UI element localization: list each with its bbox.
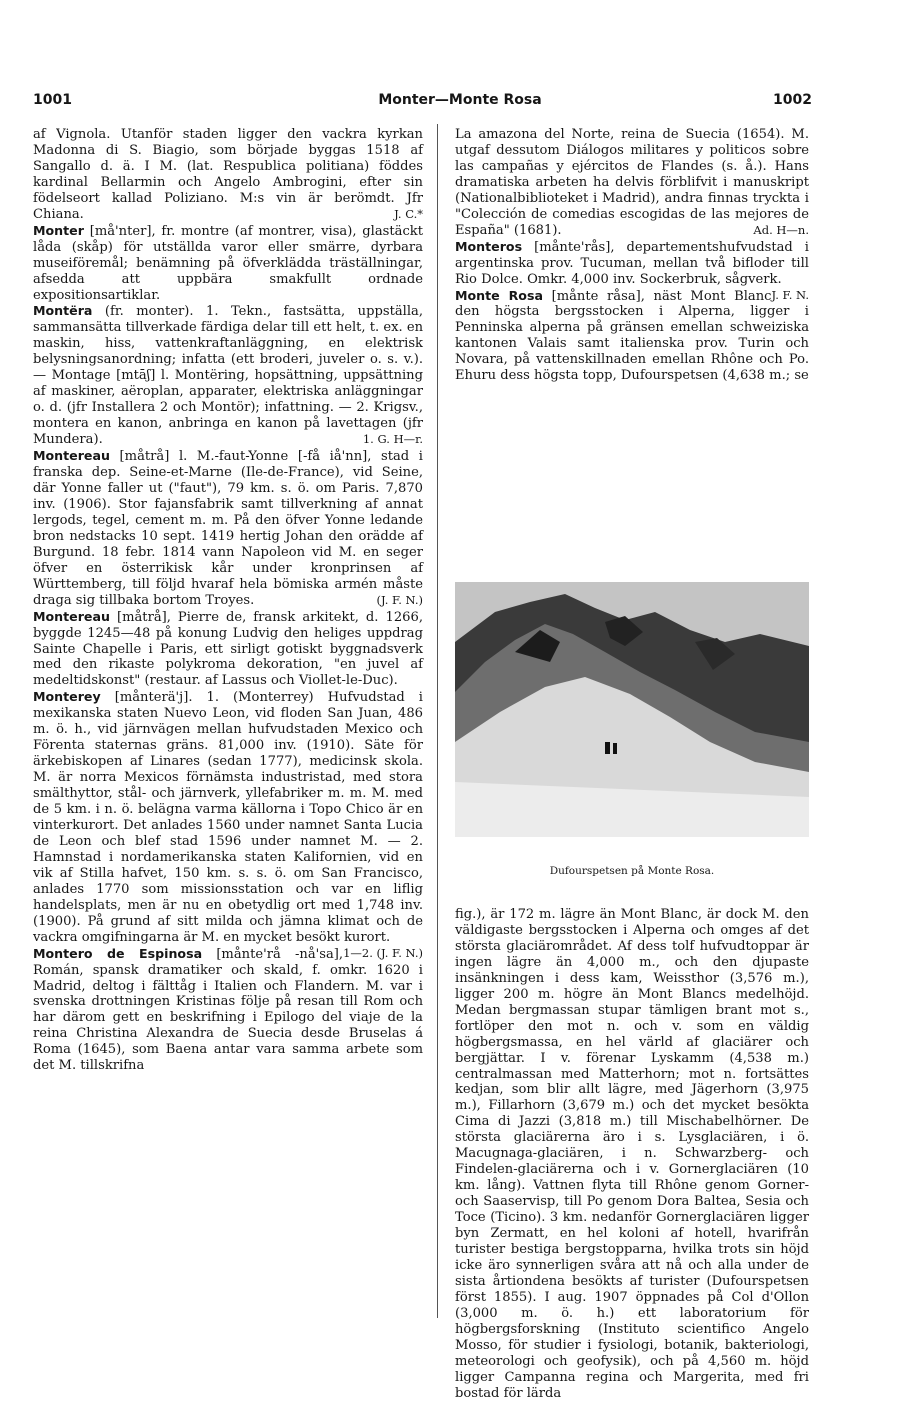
page-number-left: 1001 (33, 92, 72, 108)
entry-montereau-pierre: Montereau [måtrå], Pierre de, fransk arkitekt, d. 1266, byggde 1245—48 på konung Ludvig den heliges uppdrag Sainte Chapelle i Paris, ett sirligt gotiskt byggnadsverk med den rikaste polykroma dekoration, "en juvel af medeltidskonst" (restaur. af Lassus och Viollet-le-Duc). (33, 608, 423, 689)
entry-montero-cont: La amazona del Norte, reina de Suecia (1654). M. utgaf dessutom Diálogos militares y politicos sobre las campañas y ejércitos de Flandes (s. å.). Hans dramatiska arbeten ha delvis förblifvit i manuskript (Nationalbiblioteket i Madrid), andra finnas tryckta i "Colección de comedias escogidas de las mejores de España" (1681). Ad. H—n. (455, 127, 809, 238)
entry-montera: Montëra (fr. monter). 1. Tekn., fastsätta, uppställa, sammansätta tillverkade färdiga delar till ett helt, t. ex. en maskin, hiss, vattenkraftanläggning, en elektrisk belysningsanordning; infatta (ett broderi, juveler o. s. v.). — Montage [mtāʃ] l. Montëring, hopsättning, uppsättning af maskiner, aëroplan, apparater, elektriska anläggningar o. d. (jfr Installera 2 och Montör); infattning. — 2. Krigsv., montera en kanon, anbringa en kanon på lavettagen (jfr Mundera). 1. G. H—r. (33, 303, 423, 448)
entry-monter: Monter [må'nter], fr. montre (af montrer, visa), glastäckt låda (skåp) för utställda varor eller smärre, dyrbara museiföremål; benämning på öfverklädda träställningar, afsedda att uppbära smakfullt ordnade expositionsartiklar. (33, 222, 423, 303)
entry-vignola-cont: af Vignola. Utanför staden ligger den vackra kyrkan Madonna di S. Biagio, som började byggas 1518 af Sangallo d. ä. I M. (lat. Respublica politiana) föddes kardinal Bellarmin och Angelo Ambrogini, efter sin födelseort kallad Poliziano. M:s vin är berömdt. Jfr Chiana. J. C.* (33, 127, 423, 222)
entry-monte-rosa-cont: fig.), är 172 m. lägre än Mont Blanc, är dock M. den väldigaste bergsstocken i Alperna och omges af det största glaciärområdet. Af dess tolf hufvudtoppar är ingen lägre än 4,000 m., och den djupaste insänkningen i dess kam, Weissthor (3,576 m.), ligger 200 m. högre än Mont Blancs medelhöjd. Medan bergmassan stupar tämligen brant mot s., fortlöper den mot n. och v. som en väldig högbergsmassa, en hel värld af glaciärer och bergjättar. I v. förenar Lyskamm (4,538 m.) centralmassan med Matterhorn; mot n. fortsättes kedjan, som blir allt lägre, med Jägerhorn (3,975 m.), Fillarhorn (3,679 m.) och det mycket besökta Cima di Jazzi (3,818 m.) till Mischabelhörner. De största glaciärerna äro i s. Lysglaciären, i ö. Macugnaga-glaciären, i n. Schwarzberg- och Findelen-glaciärerna och i v. Gornerglaciären (10 km. lång). Vattnen flyta till Rhône genom Gorner- och Saaservisp, till Po genom Dora Baltea, Sesia och Toce (Ticino). 3 km. nedanför Gornerglaciären ligger byn Zermatt, en hel koloni af hotell, hvarifrån turister bestiga bergstopparna, hvilka trots sin höjd icke äro synnerligen svåra att nå och alla under de sista årtiondena besökts af turister (Dufourspetsen först 1855). I aug. 1907 öppnades på Col d'Ollon (3,000 m. ö. h.) ett laboratorium för högbergsforskning (Instituto scientifico Angelo Mosso, för studier i fysiologi, botanik, bakteriologi, meteorologi och geofysik), och på 4,560 m. höjd ligger Campanna regina och Margerita, med fri bostad för lärda (455, 907, 809, 1401)
right-column-top (455, 126, 809, 384)
mountain-illustration (455, 582, 809, 837)
entry-monterey: Monterey [månterä'j]. 1. (Monterrey) Hufvudstad i mexikanska staten Nuevo Leon, vid floden San Juan, 486 m. ö. h., vid järnvägen mellan hufvudstaden Mexico och Förenta staternas gräns. 81,000 inv. (1910). Säte för ärkebiskopen af Linares (sedan 1777), medicinsk skola. M. är norra Mexicos förnämsta industristad, med stora smälthyttor, stål- och järnverk, yllefabriker m. m. M. med de 5 km. i n. ö. belägna varma källorna i Topo Chico är en vinterkurort. Det anlades 1560 under namnet Santa Lucia de Leon och blef stad 1596 under namnet M. — 2. Hamnstad i nordamerikanska staten Kalifornien, vid en vik af Stilla hafvet, 150 km. s. s. ö. om San Francisco, anlades 1770 som missionsstation och var en liflig handelsplats, men är nu en obetydlig ort med 1,748 inv. (1900). På grund af sitt milda och jämna klimat och de vackra omgifningarna är M. en mycket besökt kurort. 1—2. (J. F. N.) (33, 689, 423, 960)
entry-monteros: Monteros [månte'rås], departementshufvudstad i argentinska prov. Tucuman, mellan två bifloder till Rio Dolce. Omkr. 4,000 inv. Sockerbruk, sågverk. J. F. N. (455, 238, 809, 302)
page-header (0, 92, 920, 112)
figure-caption: Dufourspetsen på Monte Rosa. (549, 865, 715, 877)
column-divider (437, 124, 438, 1318)
page-number-right: 1002 (773, 92, 812, 108)
entry-montero-de-espinosa: Montero de Espinosa [månte'rå -nå'sa], Román, spansk dramatiker och skald, f. omkr. 1620 i Madrid, deltog i fälttåg i Italien och Flandern. M. var i svenska drottningen Kristinas följe på resan till Rom och har därom gett en beskrifning i Epilogo del viaje de la reina Christina Alexandra de Suecia desde Bruselas á Roma (1645), som Baena antar vara samma arbete som det M. tillskrifna (33, 945, 423, 1074)
running-title: Monter—Monte Rosa (378, 92, 542, 108)
right-column-bottom (455, 907, 809, 1402)
entry-monte-rosa: Monte Rosa [månte råsa], näst Mont Blanc den högsta bergsstocken i Alperna, ligger i Penninska alperna på gränsen emellan schweiziska kantonen Valais samt italienska prov. Turin och Novara, på vattenskillnaden emellan Rhône och Po. Ehuru dess högsta topp, Dufourspetsen (4,638 m.; se (455, 287, 809, 384)
left-column (33, 126, 423, 1074)
entry-montereau-stad: Montereau [måtrå] l. M.-faut-Yonne [-få iå'nn], stad i franska dep. Seine-et-Marne (Ile-de-France), vid Seine, där Yonne faller ut ("faut"), 79 km. s. ö. om Paris. 7,870 inv. (1906). Stor fajansfabrik samt tillverkning af annat lergods, tegel, cement m. m. På den öfver Yonne ledande bron nedstacks 10 sept. 1419 hertig Johan den orädde af Burgund. 18 febr. 1814 vann Napoleon vid M. en seger öfver en österrikisk kår under kronprinsen af Württemberg, till följd hvaraf hela bömiska armén måste draga sig tillbaka bortom Troyes. (J. F. N.) (33, 448, 423, 608)
monte-rosa-photo (455, 582, 809, 837)
